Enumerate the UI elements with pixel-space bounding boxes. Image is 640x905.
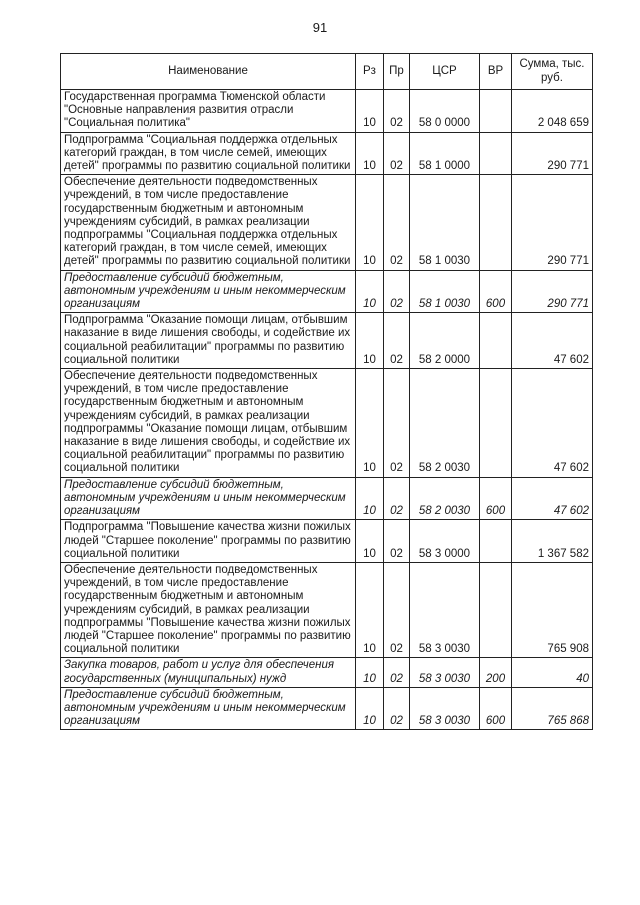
- cell-pr: 02: [384, 313, 410, 369]
- cell-rz: 10: [356, 313, 384, 369]
- cell-csr: 58 2 0030: [410, 477, 480, 520]
- cell-sum: 290 771: [512, 270, 593, 313]
- cell-csr: 58 0 0000: [410, 90, 480, 133]
- table-row: [61, 369, 593, 478]
- cell-csr: 58 3 0030: [410, 562, 480, 657]
- cell-rz: 10: [356, 658, 384, 687]
- cell-sum: 290 771: [512, 132, 593, 175]
- cell-sum: 765 868: [512, 687, 593, 730]
- cell-pr: 02: [384, 687, 410, 730]
- cell-name: Подпрограмма "Оказание помощи лицам, отбывшим наказание в виде лишения свободы, и содействие их социальной реабилитации" программы по развитию социальной политики: [61, 313, 356, 369]
- cell-csr: 58 3 0030: [410, 687, 480, 730]
- cell-name: Предоставление субсидий бюджетным, автономным учреждениям и иным некоммерческим организациям: [61, 477, 356, 520]
- table-row: [61, 687, 593, 730]
- cell-rz: 10: [356, 90, 384, 133]
- budget-table: [60, 53, 593, 730]
- cell-pr: 02: [384, 369, 410, 478]
- cell-csr: 58 2 0000: [410, 313, 480, 369]
- header-sum: Сумма, тыс. руб.: [512, 54, 593, 90]
- cell-name: Обеспечение деятельности подведомственных учреждений, в том числе предоставление государственным бюджетным и автономным учреждениям субсидий, в рамках реализации подпрограммы "Социальная поддержка отдельных категорий граждан, в том числе семей, имеющих детей" программы по развитию социальной политики: [61, 175, 356, 270]
- cell-pr: 02: [384, 270, 410, 313]
- cell-sum: 47 602: [512, 313, 593, 369]
- cell-rz: 10: [356, 562, 384, 657]
- table-row: [61, 132, 593, 175]
- cell-vr: 600: [480, 477, 512, 520]
- cell-csr: 58 1 0030: [410, 175, 480, 270]
- cell-pr: 02: [384, 562, 410, 657]
- cell-name: Предоставление субсидий бюджетным, автономным учреждениям и иным некоммерческим организациям: [61, 270, 356, 313]
- cell-csr: 58 1 0030: [410, 270, 480, 313]
- cell-sum: 2 048 659: [512, 90, 593, 133]
- cell-csr: 58 3 0000: [410, 520, 480, 563]
- cell-name: Обеспечение деятельности подведомственных учреждений, в том числе предоставление государственным бюджетным и автономным учреждениям субсидий, в рамках реализации подпрограммы "Оказание помощи лицам, отбывшим наказание в виде лишения свободы, и содействие их социальной реабилитации" программы по развитию социальной политики: [61, 369, 356, 478]
- cell-sum: 40: [512, 658, 593, 687]
- table-row: [61, 90, 593, 133]
- cell-pr: 02: [384, 175, 410, 270]
- header-csr: ЦСР: [410, 54, 480, 90]
- cell-name: Подпрограмма "Повышение качества жизни пожилых людей "Старшее поколение" программы по развитию социальной политики: [61, 520, 356, 563]
- cell-pr: 02: [384, 132, 410, 175]
- cell-pr: 02: [384, 520, 410, 563]
- table-row: [61, 562, 593, 657]
- cell-vr: [480, 90, 512, 133]
- table-row: [61, 658, 593, 687]
- cell-name: Государственная программа Тюменской области "Основные направления развития отрасли "Социальная политика": [61, 90, 356, 133]
- header-name: Наименование: [61, 54, 356, 90]
- cell-vr: [480, 313, 512, 369]
- cell-rz: 10: [356, 477, 384, 520]
- cell-pr: 02: [384, 658, 410, 687]
- cell-sum: 1 367 582: [512, 520, 593, 563]
- cell-vr: 600: [480, 270, 512, 313]
- cell-name: Подпрограмма "Социальная поддержка отдельных категорий граждан, в том числе семей, имеющих детей" программы по развитию социальной политики: [61, 132, 356, 175]
- cell-pr: 02: [384, 477, 410, 520]
- cell-name: Закупка товаров, работ и услуг для обеспечения государственных (муниципальных) нужд: [61, 658, 356, 687]
- cell-sum: 47 602: [512, 477, 593, 520]
- cell-vr: [480, 132, 512, 175]
- table-row: [61, 270, 593, 313]
- cell-name: Предоставление субсидий бюджетным, автономным учреждениям и иным некоммерческим организациям: [61, 687, 356, 730]
- cell-vr: 200: [480, 658, 512, 687]
- cell-vr: [480, 175, 512, 270]
- cell-rz: 10: [356, 520, 384, 563]
- cell-vr: [480, 562, 512, 657]
- cell-csr: 58 1 0000: [410, 132, 480, 175]
- cell-csr: 58 2 0030: [410, 369, 480, 478]
- table-row: [61, 520, 593, 563]
- page-number: 91: [312, 20, 328, 35]
- table-row: [61, 175, 593, 270]
- table-header-row: [61, 54, 593, 90]
- cell-name: Обеспечение деятельности подведомственных учреждений, в том числе предоставление государственным бюджетным и автономным учреждениям субсидий, в рамках реализации подпрограммы "Повышение качества жизни пожилых людей "Старшее поколение" программы по развитию социальной политики: [61, 562, 356, 657]
- cell-csr: 58 3 0030: [410, 658, 480, 687]
- cell-rz: 10: [356, 687, 384, 730]
- header-rz: Рз: [356, 54, 384, 90]
- table-row: [61, 477, 593, 520]
- header-pr: Пр: [384, 54, 410, 90]
- cell-sum: 290 771: [512, 175, 593, 270]
- cell-vr: [480, 369, 512, 478]
- cell-rz: 10: [356, 270, 384, 313]
- table-row: [61, 313, 593, 369]
- cell-sum: 47 602: [512, 369, 593, 478]
- cell-rz: 10: [356, 132, 384, 175]
- header-vr: ВР: [480, 54, 512, 90]
- cell-pr: 02: [384, 90, 410, 133]
- cell-vr: 600: [480, 687, 512, 730]
- cell-sum: 765 908: [512, 562, 593, 657]
- cell-vr: [480, 520, 512, 563]
- cell-rz: 10: [356, 175, 384, 270]
- cell-rz: 10: [356, 369, 384, 478]
